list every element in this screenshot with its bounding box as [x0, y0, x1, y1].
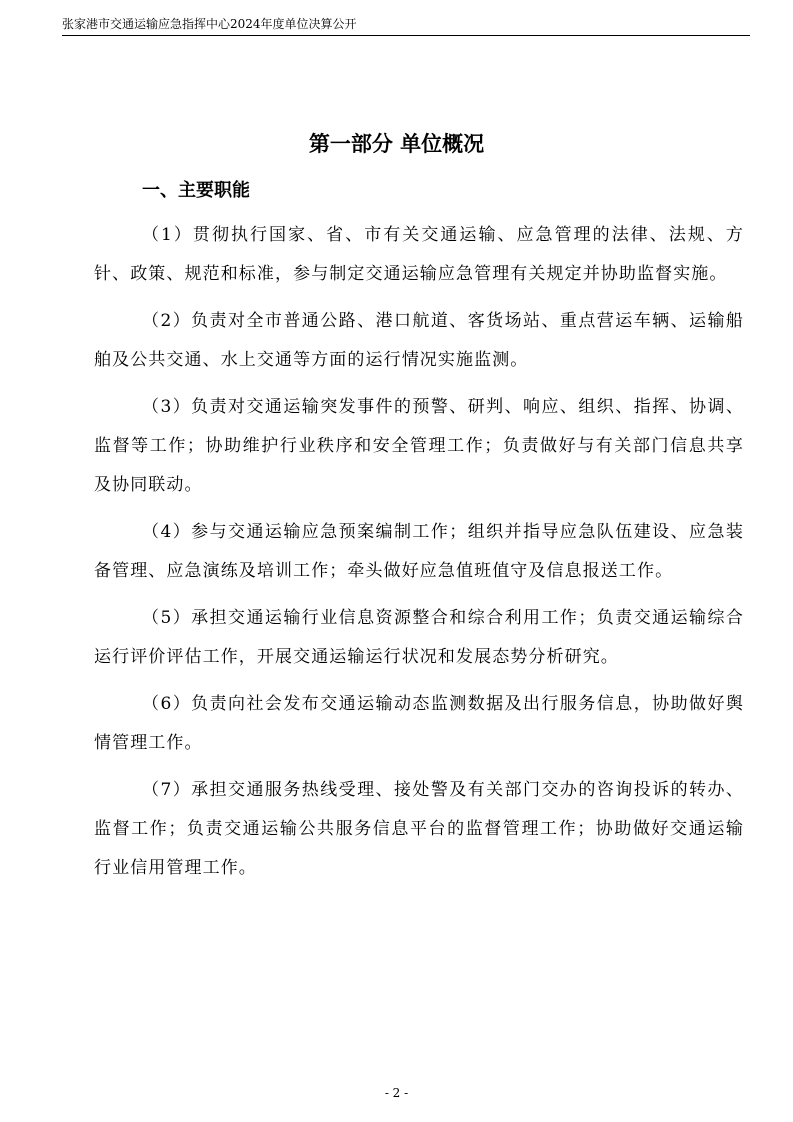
paragraph-duty-2: （2）负责对全市普通公路、港口航道、客货场站、重点营运车辆、运输船舶及公共交通、水上交通等方面的运行情况实施监测。	[94, 311, 744, 370]
section-heading: 一、主要职能	[142, 180, 250, 201]
paragraph-duty-3: （3）负责对交通运输突发事件的预警、研判、响应、组织、指挥、协调、监督等工作；协助维护行业秩序和安全管理工作；负责做好与有关部门信息共享及协同联动。	[94, 397, 744, 495]
paragraph-duty-5: （5）承担交通运输行业信息资源整合和综合利用工作；负责交通运输综合运行评价评估工作，开展交通运输运行状况和发展态势分析研究。	[94, 608, 744, 667]
page-number: - 2 -	[384, 1086, 409, 1100]
paragraph-duty-7: （7）承担交通服务热线受理、接处警及有关部门交办的咨询投诉的转办、监督工作；负责交通运输公共服务信息平台的监督管理工作；协助做好交通运输行业信用管理工作。	[94, 780, 744, 878]
header-rule	[62, 35, 750, 36]
body-text	[94, 216, 744, 896]
paragraph-duty-4: （4）参与交通运输应急预案编制工作；组织并指导应急队伍建设、应急装备管理、应急演练及培训工作；牵头做好应急值班值守及信息报送工作。	[94, 522, 744, 581]
paragraph-duty-6: （6）负责向社会发布交通运输动态监测数据及出行服务信息，协助做好舆情管理工作。	[94, 694, 744, 753]
running-header: 张家港市交通运输应急指挥中心2024年度单位决算公开	[62, 17, 357, 31]
page-title: 第一部分 单位概况	[308, 132, 485, 156]
paragraph-duty-1: （1）贯彻执行国家、省、市有关交通运输、应急管理的法律、法规、方针、政策、规范和标准，参与制定交通运输应急管理有关规定并协助监督实施。	[94, 225, 744, 284]
